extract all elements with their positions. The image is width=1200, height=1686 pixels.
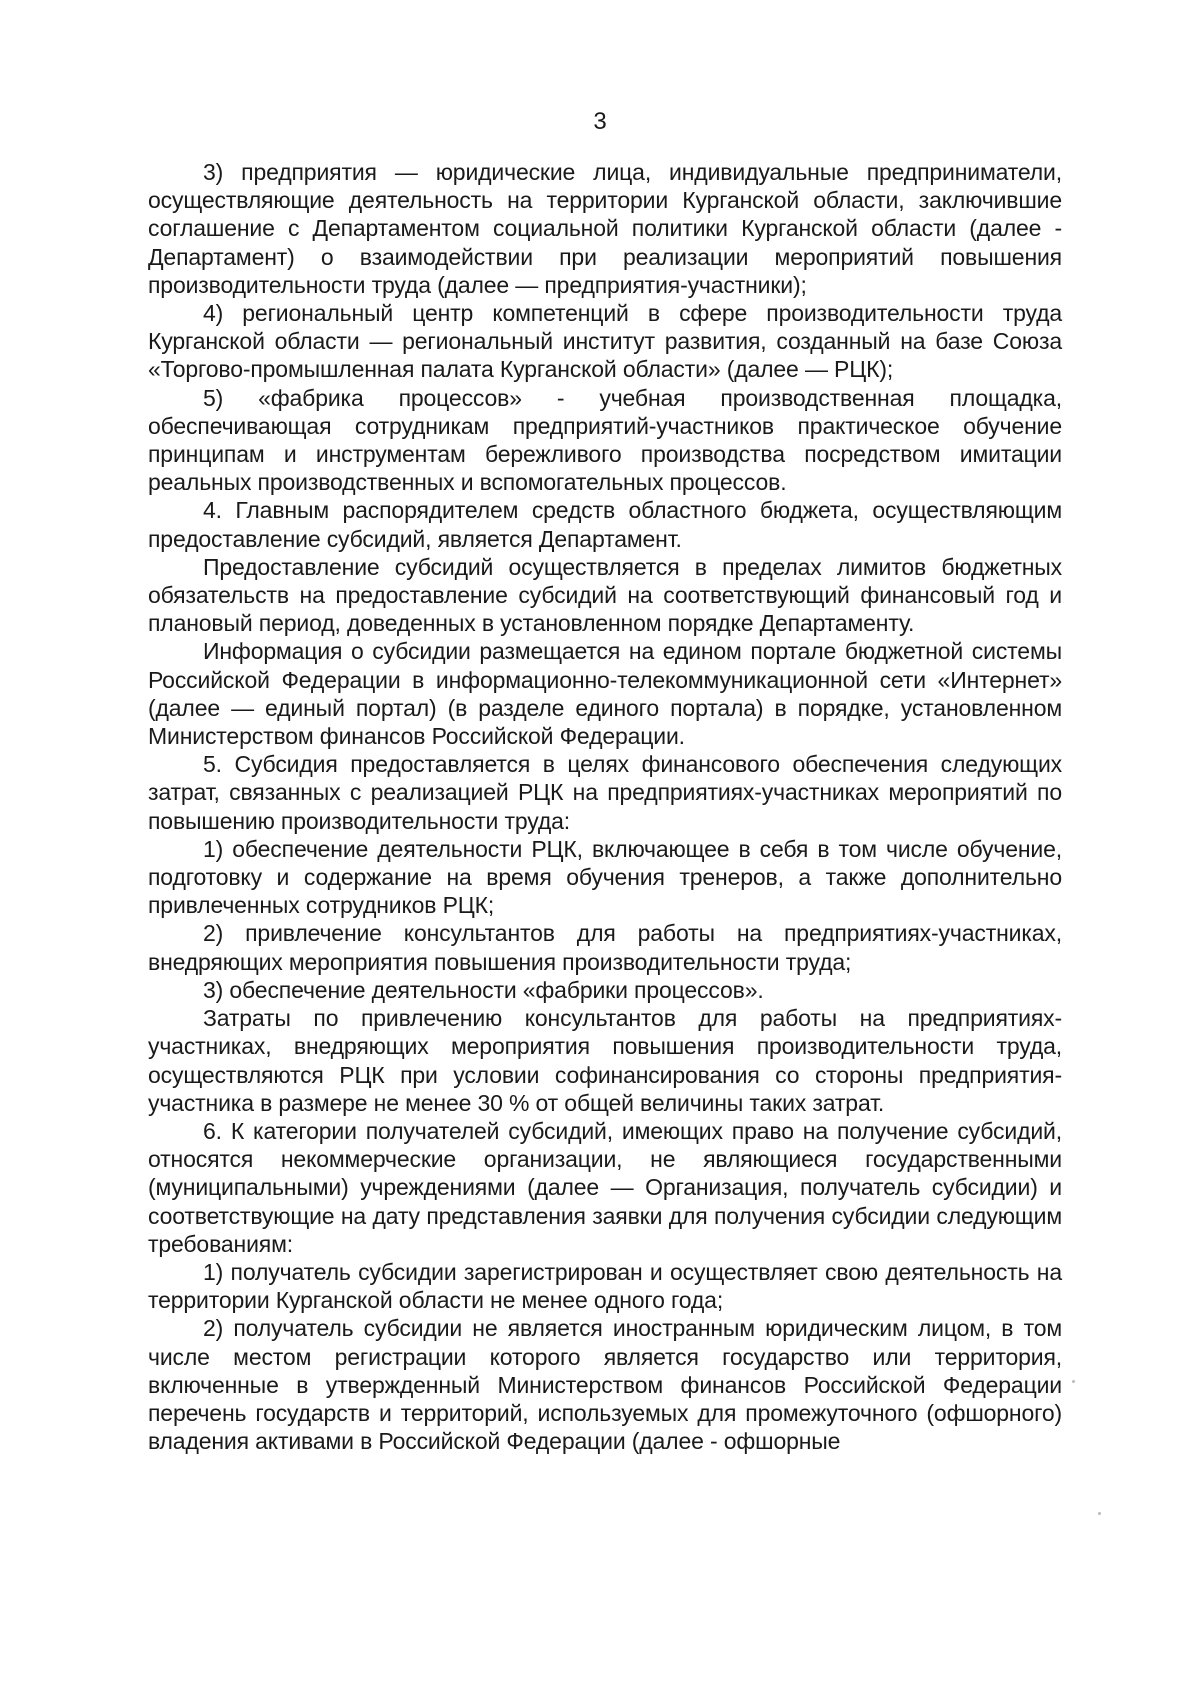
- paragraph-definition-process-factory: 5) «фабрика процессов» - учебная производственная площадка, обеспечивающая сотрудникам предприятий-участников практическое обучение принципам и инструментам бережливого производства посредством имитации реальных производственных и вспомогательных процессов.: [148, 384, 1062, 496]
- paragraph-subsidy-purpose: 5. Субсидия предоставляется в целях финансового обеспечения следующих затрат, связанных с реализацией РЦК на предприятиях-участниках мероприятий по повышению производительности труда:: [148, 751, 1062, 834]
- paragraph-main-administrator: 4. Главным распорядителем средств областного бюджета, осуществляющим предоставление субсидий, является Департамент.: [148, 497, 1062, 552]
- document-body: [148, 158, 1062, 1455]
- paragraph-budget-limits: Предоставление субсидий осуществляется в пределах лимитов бюджетных обязательств на предоставление субсидий на соответствующий финансовый год и плановый период, доведенных в установленном порядке Департаменту.: [148, 553, 1062, 637]
- scan-speck: [1098, 1512, 1101, 1515]
- paragraph-definition-rck: 4) региональный центр компетенций в сфере производительности труда Курганской области — региональный институт развития, созданный на базе Союза «Торгово-промышленная палата Курганской области» (далее — РЦК);: [148, 300, 1062, 383]
- paragraph-cost-item-1: 1) обеспечение деятельности РЦК, включающее в себя в том числе обучение, подготовку и содержание на время обучения тренеров, а также дополнительно привлеченных сотрудников РЦК;: [148, 835, 1062, 919]
- paragraph-cost-item-3: 3) обеспечение деятельности «фабрики процессов».: [203, 976, 764, 1003]
- paragraph-requirement-1: 1) получатель субсидии зарегистрирован и осуществляет свою деятельность на территории Курганской области не менее одного года;: [148, 1258, 1062, 1314]
- page-number: 3: [593, 108, 607, 135]
- scan-speck: [1072, 1380, 1075, 1383]
- paragraph-requirement-2: 2) получатель субсидии не является иностранным юридическим лицом, в том числе местом регистрации которого является государство или территория, включенные в утвержденный Министерством финансов Российской Федерации перечень государств и территорий, используемых для промежуточного (офшорного) владения активами в Российской Федерации (далее - офшорные: [148, 1315, 1062, 1455]
- paragraph-portal-information: Информация о субсидии размещается на едином портале бюджетной системы Российской Федерации в информационно-телекоммуникационной сети «Интернет» (далее — единый портал) (в разделе единого портала) в порядке, установленном Министерством финансов Российской Федерации.: [148, 638, 1062, 750]
- paragraph-recipient-category: 6. К категории получателей субсидий, имеющих право на получение субсидий, относятся некоммерческие организации, не являющиеся государственными (муниципальными) учреждениями (далее — Организация, получатель субсидии) и соответствующие на дату представления заявки для получения субсидии следующим требованиям:: [148, 1117, 1062, 1257]
- paragraph-cofinancing: Затраты по привлечению консультантов для работы на предприятиях-участниках, внедряющих мероприятия повышения производительности труда, осуществляются РЦК при условии софинансирования со стороны предприятия-участника в размере не менее 30 % от общей величины таких затрат.: [148, 1005, 1062, 1116]
- paragraph-definition-enterprises: 3) предприятия — юридические лица, индивидуальные предприниматели, осуществляющие деятельность на территории Курганской области, заключившие соглашение с Департаментом социальной политики Курганской области (далее - Департамент) о взаимодействии при реализации мероприятий повышения производительности труда (далее — предприятия-участники);: [148, 159, 1062, 298]
- paragraph-cost-item-2: 2) привлечение консультантов для работы на предприятиях-участниках, внедряющих мероприятия повышения производительности труда;: [148, 920, 1062, 975]
